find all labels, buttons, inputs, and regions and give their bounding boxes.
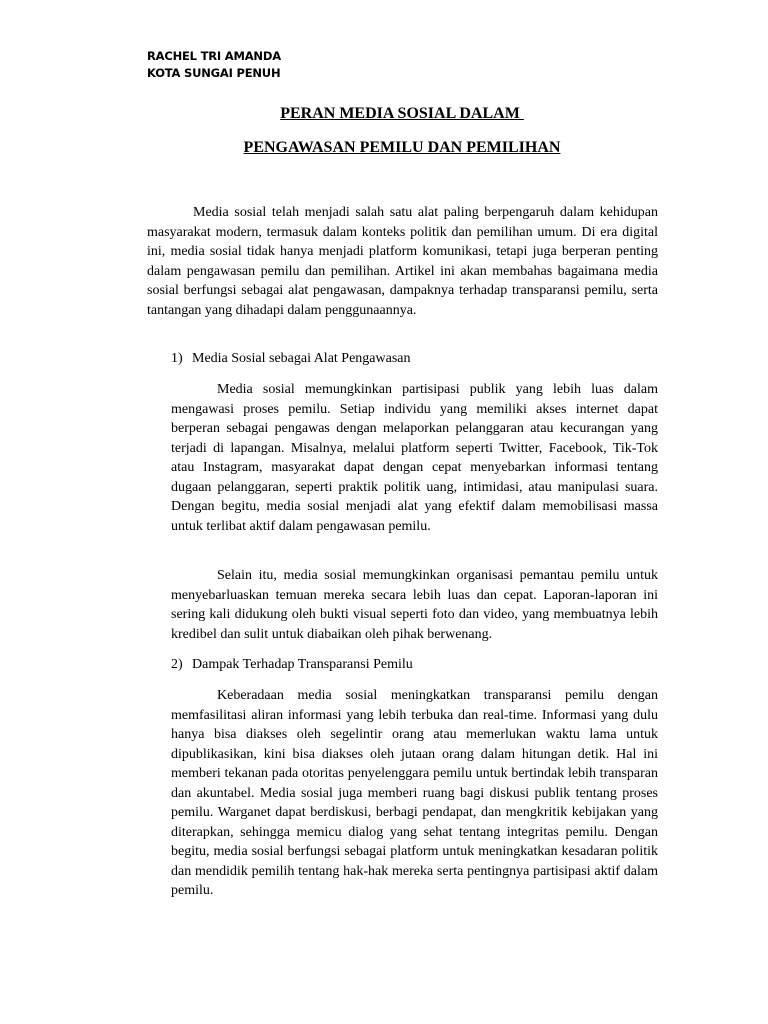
section-1-paragraph-2: Selain itu, media sosial memungkinkan organisasi pemantau pemilu untuk menyebarluaskan temuan mereka secara lebih luas dan cepat. Laporan-laporan ini sering kali didukung oleh bukti visual seperti foto dan video, yang membuatnya lebih kredibel dan sulit untuk diabaikan oleh pihak berwenang. bbox=[171, 568, 658, 642]
author-block bbox=[147, 48, 281, 82]
section-title-2: Dampak Terhadap Transparansi Pemilu bbox=[192, 657, 413, 672]
section-heading-2 bbox=[171, 655, 413, 675]
author-name: RACHEL TRI AMANDA bbox=[147, 49, 281, 63]
author-location: KOTA SUNGAI PENUH bbox=[147, 66, 281, 80]
title-line-2: PENGAWASAN PEMILU DAN PEMILIHAN bbox=[243, 139, 561, 156]
intro-paragraph: Media sosial telah menjadi salah satu alat paling berpengaruh dalam kehidupan masyarakat modern, termasuk dalam konteks politik dan pemilihan umum. Di era digital ini, media sosial tidak hanya menjadi platform komunikasi, tetapi juga berperan penting dalam pengawasan pemilu dan pemilihan. Artikel ini akan membahas bagaimana media sosial berfungsi sebagai alat pengawasan, dampaknya terhadap transparansi pemilu, serta tantangan yang dihadapi dalam penggunaannya. bbox=[147, 205, 658, 318]
title-line-1: PERAN MEDIA SOSIAL DALAM bbox=[280, 105, 524, 122]
section-title-1: Media Sosial sebagai Alat Pengawasan bbox=[192, 351, 411, 366]
section-1-paragraph-1: Media sosial memungkinkan partisipasi publik yang lebih luas dalam mengawasi proses pemilu. Setiap individu yang memiliki akses internet dapat berperan sebagai pengawas dengan melaporkan pelanggaran atau kecurangan yang terjadi di lapangan. Misalnya, melalui platform seperti Twitter, Facebook, Tik-Tok atau Instagram, masyarakat dapat dengan cepat menyebarkan informasi tentang dugaan pelanggaran, seperti praktik politik uang, intimidasi, atau manipulasi suara. Dengan begitu, media sosial menjadi alat yang efektif dalam memobilisasi massa untuk terlibat aktif dalam pengawasan pemilu. bbox=[171, 382, 658, 534]
section-number-1: 1) bbox=[171, 351, 183, 366]
section-number-2: 2) bbox=[171, 657, 183, 672]
section-2-paragraph-1: Keberadaan media sosial meningkatkan transparansi pemilu dengan memfasilitasi aliran informasi yang lebih terbuka dan real-time. Informasi yang dulu hanya bisa diakses oleh segelintir orang atau memerlukan waktu lama untuk dipublikasikan, kini bisa diakses oleh jutaan orang dalam hitungan detik. Hal ini memberi tekanan pada otoritas penyelenggara pemilu untuk bertindak lebih transparan dan akuntabel. Media sosial juga memberi ruang bagi diskusi publik tentang proses pemilu. Warganet dapat berdiskusi, berbagi pendapat, dan mengkritik kebijakan yang diterapkan, sehingga memicu dialog yang sehat tentang integritas pemilu. Dengan begitu, media sosial berfungsi sebagai platform untuk meningkatkan kesadaran politik dan mendidik pemilih tentang hak-hak mereka serta pentingnya partisipasi aktif dalam pemilu. bbox=[171, 688, 658, 898]
section-heading-1 bbox=[171, 349, 411, 369]
